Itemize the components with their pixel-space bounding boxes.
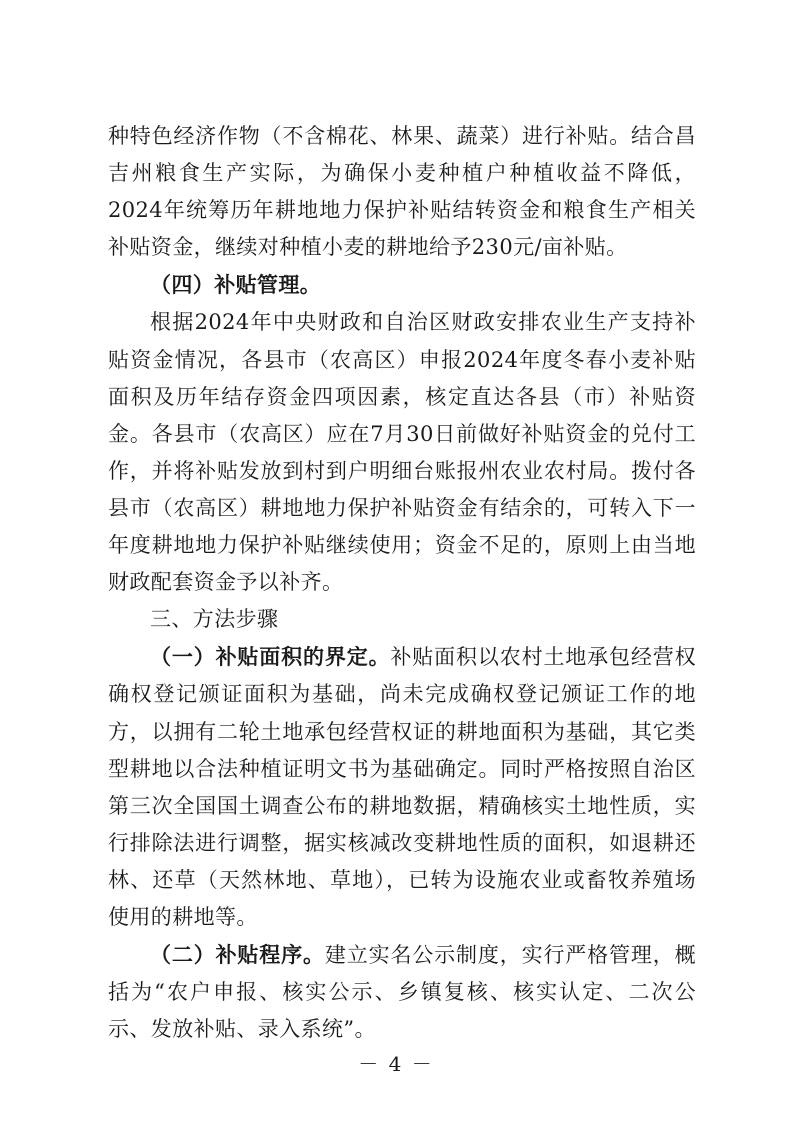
item-2-text: 建立实名公示制度，实行严格管理，概括为“农户申报、核实公示、乡镇复核、核实认定、二次公示、发放补贴、录入系统”。 <box>108 943 696 1042</box>
paragraph-continued: 种特色经济作物（不含棉花、林果、蔬菜）进行补贴。结合昌吉州粮食生产实际，为确保小麦种植户种植收益不降低，2024年统筹历年耕地地力保护补贴结转资金和粮食生产相关补贴资金，继续对种植小麦的耕地给予230元/亩补贴。 <box>108 124 696 260</box>
item-1-title: （一）补贴面积的界定。 <box>150 644 391 670</box>
subheading-subsidy-management <box>108 266 696 304</box>
item-1-text: 补贴面积以农村土地承包经营权确权登记颁证面积为基础，尚未完成确权登记颁证工作的地方，以拥有二轮土地承包经营权证的耕地面积为基础，其它类型耕地以合法种植证明文书为基础确定。同时严格按照自治区第三次全国国土调查公布的耕地数据，精确核实土地性质，实行排除法进行调整，据实核减改变耕地性质的面积，如退耕还林、还草（天然林地、草地），已转为设施农业或畜牧养殖场使用的耕地等。 <box>108 645 696 929</box>
section-heading-methods: 三、方法步骤 <box>150 607 279 632</box>
paragraph-subsidy-procedure <box>108 936 696 1048</box>
paragraph-subsidy-management: 根据2024年中央财政和自治区财政安排农业生产支持补贴资金情况，各县市（农高区）申报2024年度冬春小麦补贴面积及历年结存资金四项因素，核定直达各县（市）补贴资金。各县市（农高区）应在7月30日前做好补贴资金的兑付工作，并将补贴发放到村到户明细台账报州农业农村局。拨付各县市（农高区）耕地地力保护补贴资金有结余的，可转入下一年度耕地地力保护补贴继续使用；资金不足的，原则上由当地财政配套资金予以补齐。 <box>108 310 696 595</box>
document-body <box>108 118 696 1048</box>
item-2-title: （二）补贴程序。 <box>150 942 325 968</box>
page-number: － 4 － <box>358 1052 434 1076</box>
paragraph-subsidy-area <box>108 638 696 936</box>
subheading-subsidy-management-text: （四）补贴管理。 <box>150 272 322 298</box>
